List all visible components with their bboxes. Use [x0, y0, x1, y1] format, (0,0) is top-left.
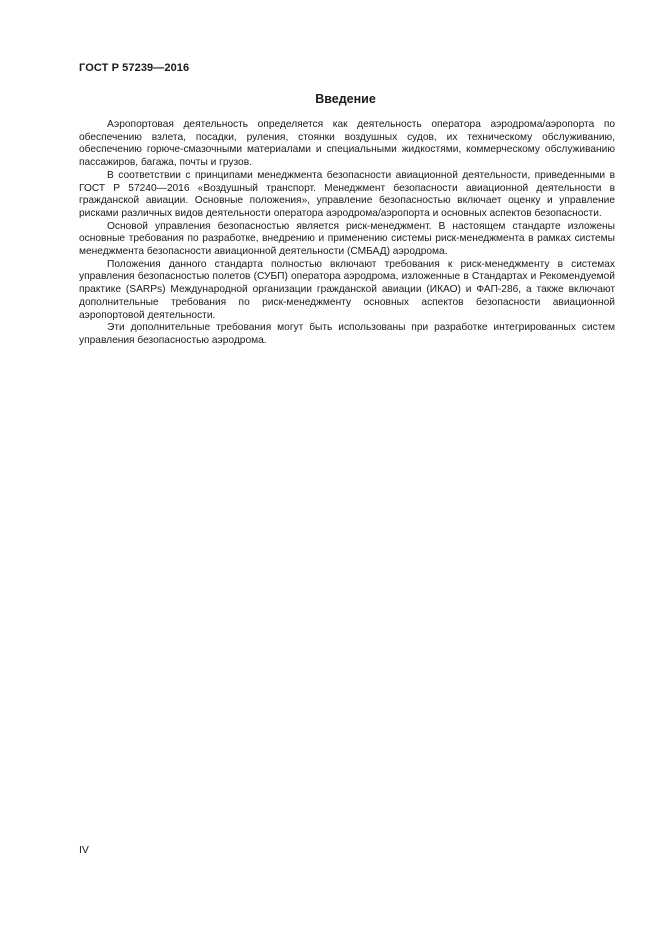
paragraph-3: Основой управления безопасностью является риск-менеджмент. В настоящем стандарте изложены основные требования по разработке, внедрению и применению системы риск-менеджмента в рамках системы менеджмента безопасности авиационной деятельности (СМБАД) аэродрома. [79, 220, 615, 258]
paragraph-4: Положения данного стандарта полностью включают требования к риск-менеджменту в системах управления безопасностью полетов (СУБП) оператора аэродрома, изложенные в Стандартах и Рекомендуемой практике (SARPs) Международной организации гражданской авиации (ИКАО) и ФАП-286, а также включают дополнительные требования по риск-менеджменту основных аспектов безопасности авиационной аэропортовой деятельности. [79, 258, 615, 321]
introduction-body [79, 119, 615, 348]
page-number: IV [79, 844, 89, 856]
document-code: ГОСТ Р 57239—2016 [79, 62, 190, 74]
paragraph-1: Аэропортовая деятельность определяется как деятельность оператора аэродрома/аэропорта по обеспечению взлета, посадки, руления, стоянки воздушных судов, их техническому обслуживанию, обеспечению горюче-смазочными материалами и специальными жидкостями, коммерческому обслуживанию пассажиров, багажа, почты и грузов. [79, 119, 615, 169]
paragraph-5: Эти дополнительные требования могут быть использованы при разработке интегрированных систем управления безопасностью аэродрома. [79, 322, 615, 346]
paragraph-2: В соответствии с принципами менеджмента безопасности авиационной деятельности, приведенными в ГОСТ Р 57240—2016 «Воздушный транспорт. Менеджмент безопасности авиационной деятельности в гражданской авиации. Основные положения», управление безопасностью включает оценку и управление рисками различных видов деятельности оператора аэродрома/аэропорта и основных аспектов безопасности. [79, 169, 615, 219]
section-title: Введение [315, 92, 376, 106]
